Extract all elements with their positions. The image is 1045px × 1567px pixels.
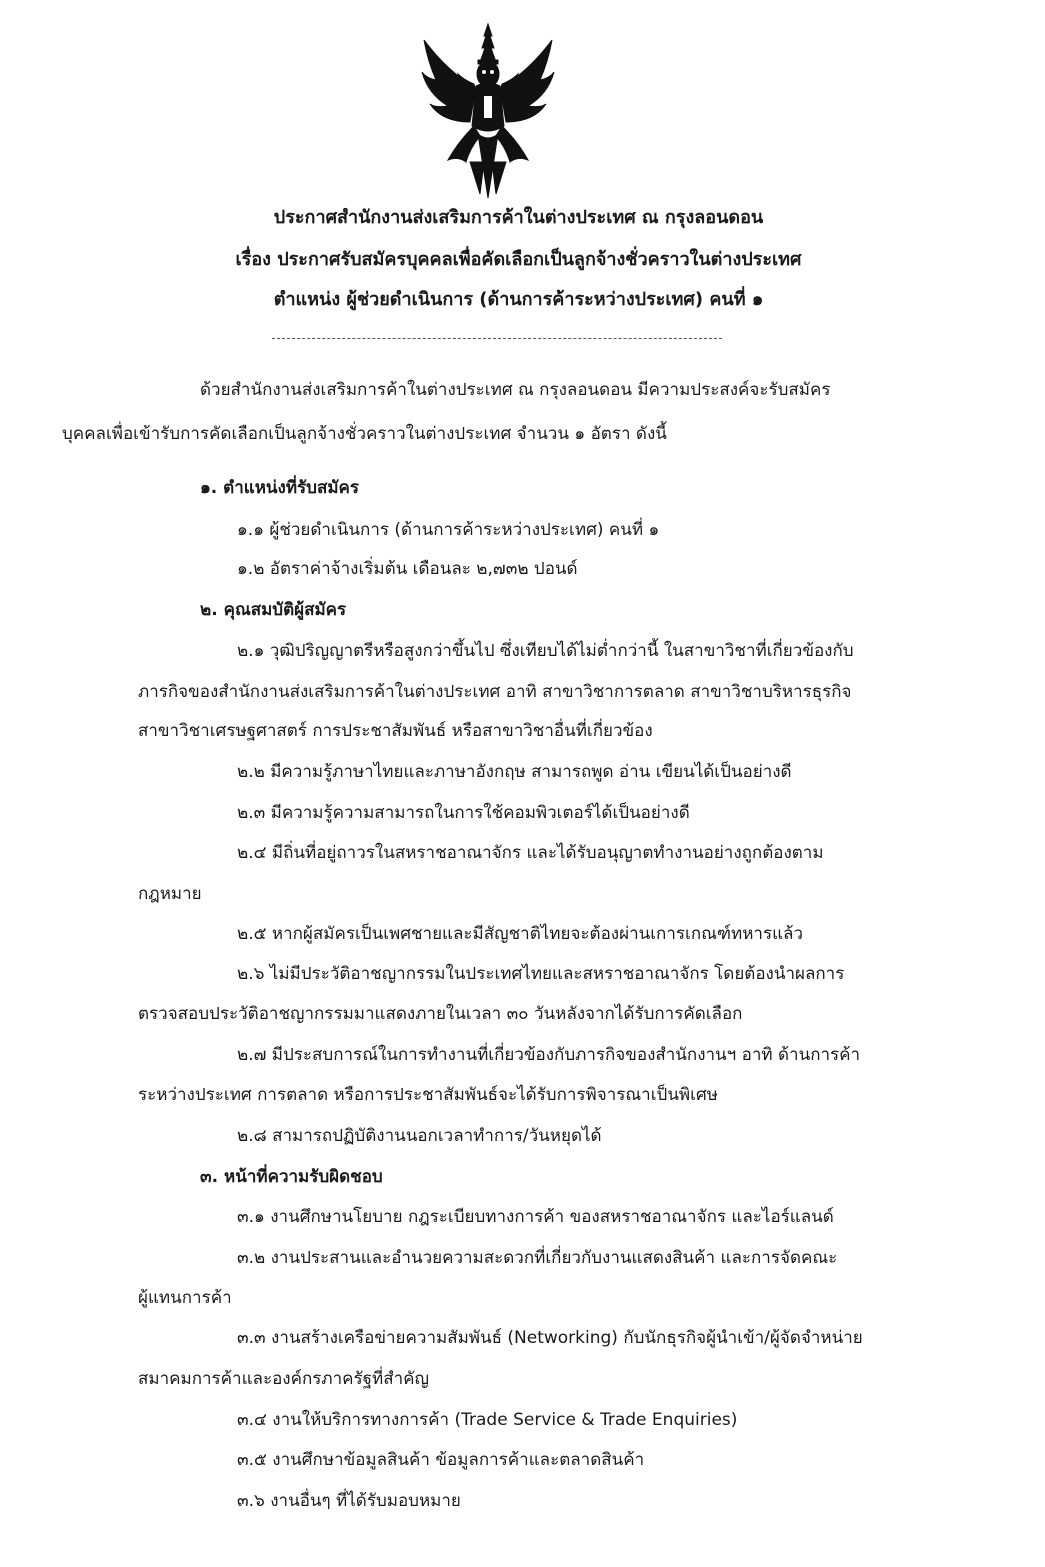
announcement-position: ตำแหน่ง ผู้ช่วยดำเนินการ (ด้านการค้าระหว่างประเทศ) คนที่ ๑ bbox=[273, 289, 764, 310]
list-item: ๒.๘ สามารถปฏิบัติงานนอกเวลาทำการ/วันหยุดได้ bbox=[237, 1126, 602, 1146]
list-item: สาขาวิชาเศรษฐศาสตร์ การประชาสัมพันธ์ หรือสาขาวิชาอื่นที่เกี่ยวข้อง bbox=[138, 721, 653, 741]
list-item: ๒.๖ ไม่มีประวัติอาชญากรรมในประเทศไทยและสหราชอาณาจักร โดยต้องนำผลการ bbox=[237, 964, 845, 984]
list-item: ๒.๑ วุฒิปริญญาตรีหรือสูงกว่าขึ้นไป ซึ่งเทียบได้ไม่ต่ำกว่านี้ ในสาขาวิชาที่เกี่ยวข้องกับ bbox=[237, 641, 854, 661]
list-item: ๓.๔ งานให้บริการทางการค้า (Trade Service & Trade Enquiries) bbox=[237, 1410, 738, 1430]
list-item: กฎหมาย bbox=[138, 884, 202, 904]
list-item: ๒.๒ มีความรู้ภาษาไทยและภาษาอังกฤษ สามารถพูด อ่าน เขียนได้เป็นอย่างดี bbox=[237, 762, 792, 782]
intro-line: ด้วยสำนักงานส่งเสริมการค้าในต่างประเทศ ณ กรุงลอนดอน มีความประสงค์จะรับสมัคร bbox=[200, 380, 831, 400]
list-item: ระหว่างประเทศ การตลาด หรือการประชาสัมพันธ์จะได้รับการพิจารณาเป็นพิเศษ bbox=[138, 1085, 718, 1105]
list-item: ๓.๖ งานอื่นๆ ที่ได้รับมอบหมาย bbox=[237, 1491, 461, 1511]
garuda-emblem-icon bbox=[418, 22, 558, 200]
list-item: ๒.๗ มีประสบการณ์ในการทำงานที่เกี่ยวข้องกับภารกิจของสำนักงานฯ อาทิ ด้านการค้า bbox=[237, 1045, 861, 1065]
announcement-title: ประกาศสำนักงานส่งเสริมการค้าในต่างประเทศ ณ กรุงลอนดอน bbox=[273, 207, 764, 228]
list-item: ๑.๒ อัตราค่าจ้างเริ่มต้น เดือนละ ๒,๗๓๒ ปอนด์ bbox=[237, 559, 578, 579]
list-item: ๒.๓ มีความรู้ความสามารถในการใช้คอมพิวเตอร์ได้เป็นอย่างดี bbox=[237, 803, 690, 823]
list-item: ภารกิจของสำนักงานส่งเสริมการค้าในต่างประเทศ อาทิ สาขาวิชาการตลาด สาขาวิชาบริหารธุรกิจ bbox=[138, 682, 852, 702]
list-item: ตรวจสอบประวัติอาชญากรรมมาแสดงภายในเวลา ๓๐ วันหลังจากได้รับการคัดเลือก bbox=[138, 1004, 743, 1024]
section-heading: ๒. คุณสมบัติผู้สมัคร bbox=[200, 600, 347, 620]
list-item: ๑.๑ ผู้ช่วยดำเนินการ (ด้านการค้าระหว่างประเทศ) คนที่ ๑ bbox=[237, 520, 660, 540]
section-heading: ๑. ตำแหน่งที่รับสมัคร bbox=[200, 478, 360, 498]
list-item: ๓.๒ งานประสานและอำนวยความสะดวกที่เกี่ยวกับงานแสดงสินค้า และการจัดคณะ bbox=[237, 1248, 838, 1268]
list-item: ๓.๕ งานศึกษาข้อมูลสินค้า ข้อมูลการค้าและตลาดสินค้า bbox=[237, 1450, 645, 1470]
announcement-subject: เรื่อง ประกาศรับสมัครบุคคลเพื่อคัดเลือกเป็นลูกจ้างชั่วคราวในต่างประเทศ bbox=[235, 249, 802, 270]
divider bbox=[272, 338, 722, 339]
list-item: ๒.๕ หากผู้สมัครเป็นเพศชายและมีสัญชาติไทยจะต้องผ่านเการเกณฑ์ทหารแล้ว bbox=[237, 924, 804, 944]
list-item: ผู้แทนการค้า bbox=[138, 1288, 232, 1308]
list-item: ๒.๔ มีถิ่นที่อยู่ถาวรในสหราชอาณาจักร และได้รับอนุญาตทำงานอย่างถูกต้องตาม bbox=[237, 843, 824, 863]
intro-line: บุคคลเพื่อเข้ารับการคัดเลือกเป็นลูกจ้างชั่วคราวในต่างประเทศ จำนวน ๑ อัตรา ดังนี้ bbox=[62, 424, 667, 444]
list-item: ๓.๑ งานศึกษานโยบาย กฎระเบียบทางการค้า ของสหราชอาณาจักร และไอร์แลนด์ bbox=[237, 1207, 834, 1227]
list-item: ๓.๓ งานสร้างเครือข่ายความสัมพันธ์ (Networking) กับนักธุรกิจผู้นำเข้า/ผู้จัดจำหน่าย bbox=[237, 1328, 863, 1348]
section-heading: ๓. หน้าที่ความรับผิดชอบ bbox=[200, 1167, 383, 1187]
list-item: สมาคมการค้าและองค์กรภาครัฐที่สำคัญ bbox=[138, 1369, 430, 1389]
